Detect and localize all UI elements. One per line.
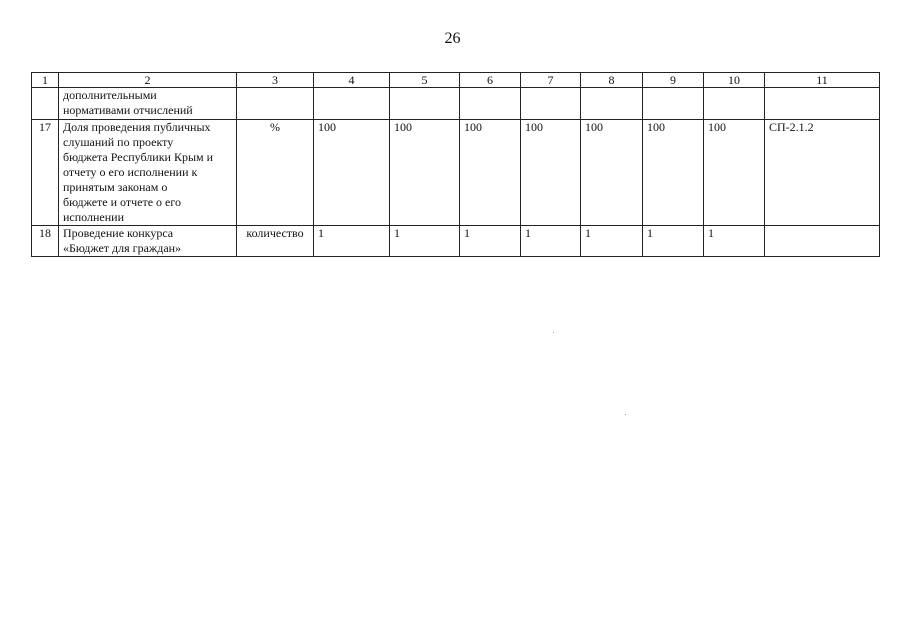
value-cell: [643, 88, 704, 120]
header-cell: 8: [581, 73, 643, 88]
value-cell: 100: [521, 120, 581, 226]
value-cell: 1: [314, 226, 390, 257]
row-number-cell: 17: [32, 120, 59, 226]
value-cell: 1: [643, 226, 704, 257]
page-number: 26: [444, 30, 461, 47]
table-row: [32, 88, 880, 120]
reference-cell: [765, 88, 880, 120]
value-cell: 100: [643, 120, 704, 226]
scan-speck: [553, 332, 554, 333]
value-cell: 1: [390, 226, 460, 257]
row-number-cell: 18: [32, 226, 59, 257]
table-header-row: [32, 73, 880, 88]
value-cell: [390, 88, 460, 120]
unit-cell: количество: [237, 226, 314, 257]
header-cell: 2: [59, 73, 237, 88]
indicator-name-cell: Проведение конкурса «Бюджет для граждан»: [59, 226, 237, 257]
header-cell: 3: [237, 73, 314, 88]
reference-cell: СП-2.1.2: [765, 120, 880, 226]
value-cell: 1: [704, 226, 765, 257]
header-cell: 10: [704, 73, 765, 88]
indicator-name-cell: Доля проведения публичных слушаний по проекту бюджета Республики Крым и отчету о его исполнении к принятым законам о бюджете и отчете о его исполнении: [59, 120, 237, 226]
row-number-cell: [32, 88, 59, 120]
scan-speck: [625, 414, 626, 415]
value-cell: 1: [460, 226, 521, 257]
header-cell: 5: [390, 73, 460, 88]
value-cell: [314, 88, 390, 120]
header-cell: 4: [314, 73, 390, 88]
value-cell: 100: [390, 120, 460, 226]
unit-cell: %: [237, 120, 314, 226]
header-cell: 9: [643, 73, 704, 88]
header-cell: 1: [32, 73, 59, 88]
value-cell: 100: [460, 120, 521, 226]
value-cell: [460, 88, 521, 120]
indicators-table: [31, 72, 880, 257]
value-cell: 100: [704, 120, 765, 226]
reference-cell: [765, 226, 880, 257]
table-row: [32, 120, 880, 226]
value-cell: [521, 88, 581, 120]
header-cell: 11: [765, 73, 880, 88]
header-cell: 7: [521, 73, 581, 88]
table-row: [32, 226, 880, 257]
header-cell: 6: [460, 73, 521, 88]
value-cell: [704, 88, 765, 120]
indicator-name-cell: дополнительными нормативами отчислений: [59, 88, 237, 120]
value-cell: 1: [581, 226, 643, 257]
value-cell: 1: [521, 226, 581, 257]
value-cell: [581, 88, 643, 120]
value-cell: 100: [581, 120, 643, 226]
value-cell: 100: [314, 120, 390, 226]
unit-cell: [237, 88, 314, 120]
